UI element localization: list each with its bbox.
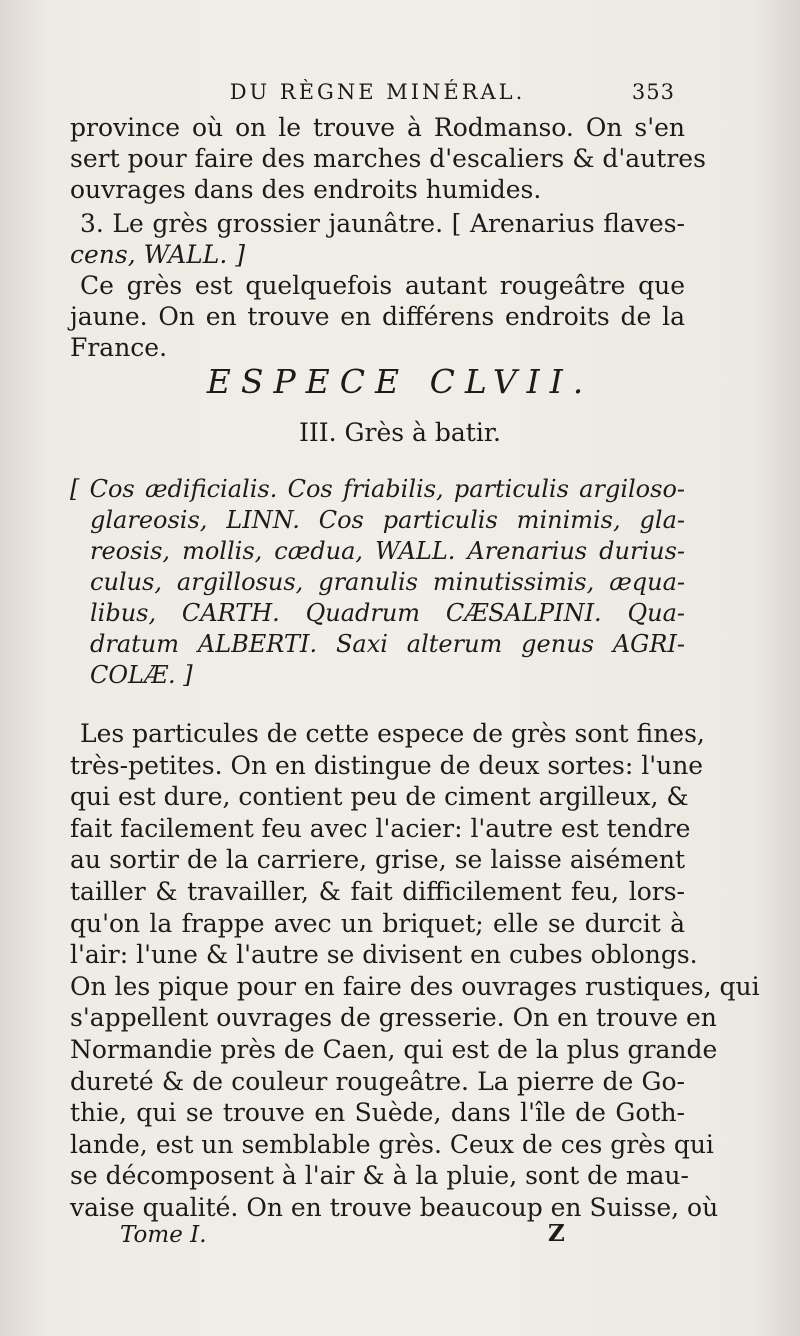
text-line: ouvrages dans des endroits humides. — [70, 175, 542, 204]
text-line: vaise qualité. On en trouve beaucoup en Suisse, où — [70, 1192, 719, 1222]
text-line: s'appellent ouvrages de gresserie. On en trouve en — [70, 1003, 717, 1033]
paragraph-continuation — [70, 112, 706, 205]
text-line: qui est dure, contient peu de ciment argilleux, & — [70, 782, 689, 812]
text-line: jaune. On en trouve en différens endroits de la — [70, 302, 685, 331]
item-3-description — [70, 270, 685, 363]
genus-heading: III. Grès à batir. — [299, 418, 501, 447]
signature-mark: Z — [548, 1220, 565, 1247]
text-line: l'air: l'une & l'autre se divisent en cubes oblongs. — [70, 940, 698, 970]
synonym-line: COLÆ. ] — [90, 661, 193, 689]
text-line: Les particules de cette espece de grès sont fines, — [80, 719, 705, 748]
text-line: Normandie près de Caen, qui est de la plus grande — [70, 1034, 718, 1064]
species-heading: ESPECE CLVII. — [206, 362, 594, 401]
text-line: 3. Le grès grossier jaunâtre. [ Arenarius flaves- — [80, 209, 685, 238]
synonym-line: culus, argillosus, granulis minutissimis, æqua- — [90, 568, 685, 596]
text-line: très-petites. On en distingue de deux sortes: l'une — [70, 750, 704, 780]
running-header — [70, 80, 685, 104]
synonym-line: [ Cos ædificialis. Cos friabilis, particulis argiloso- — [70, 475, 685, 503]
text-line: cens, WALL. ] — [70, 240, 245, 269]
volume-label: Tome I. — [120, 1222, 207, 1248]
text-line: qu'on la frappe avec un briquet; elle se durcit à — [70, 908, 685, 938]
text-line: se décomposent à l'air & à la pluie, sont de mau- — [70, 1161, 689, 1191]
text-line: dureté & de couleur rougeâtre. La pierre de Go- — [70, 1066, 685, 1096]
main-paragraph — [70, 718, 760, 1224]
text-line: France. — [70, 333, 168, 362]
synonym-line: reosis, mollis, cædua, WALL. Arenarius durius- — [90, 537, 685, 565]
text-line: thie, qui se trouve en Suède, dans l'île de Goth- — [70, 1098, 685, 1128]
text-line: sert pour faire des marches d'escaliers & d'autres — [70, 144, 706, 173]
item-3-heading — [70, 208, 685, 270]
page-number: 353 — [631, 80, 675, 104]
text-line: Ce grès est quelquefois autant rougeâtre que — [80, 271, 685, 300]
text-line: On les pique pour en faire des ouvrages rustiques, qui — [70, 971, 760, 1001]
synonym-line: dratum ALBERTI. Saxi alterum genus AGRI- — [90, 630, 685, 658]
text-line: fait facilement feu avec l'acier: l'autre est tendre — [70, 813, 691, 843]
synonym-line: libus, CARTH. Quadrum CÆSALPINI. Qua- — [90, 599, 685, 627]
synonym-line: glareosis, LINN. Cos particulis minimis, gla- — [90, 506, 685, 534]
synonyms-block — [70, 474, 685, 691]
text-line: province où on le trouve à Rodmanso. On s'en — [70, 113, 685, 142]
running-title: DU RÈGNE MINÉRAL. — [229, 80, 526, 104]
text-line: tailler & travailler, & fait difficilement feu, lors- — [70, 876, 685, 906]
text-line: au sortir de la carriere, grise, se laisse aisément — [70, 845, 685, 875]
text-line: lande, est un semblable grès. Ceux de ces grès qui — [70, 1129, 714, 1159]
